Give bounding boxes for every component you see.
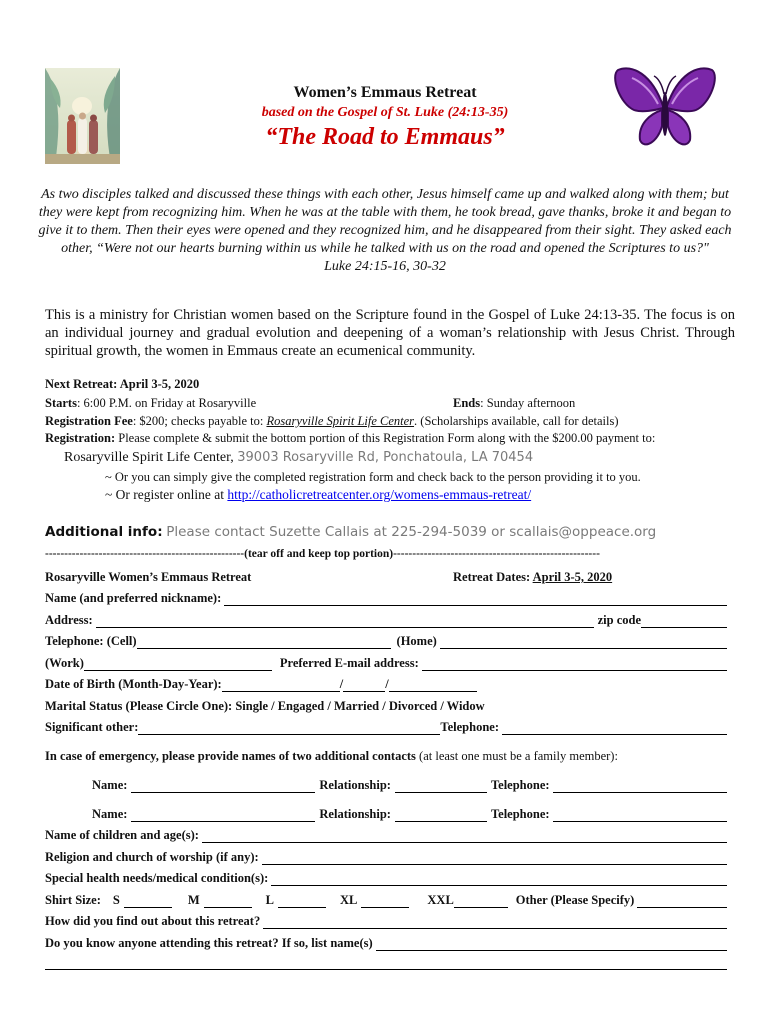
fee-line: [45, 414, 735, 429]
size-l-label: L: [265, 893, 275, 907]
emergency-rest: (at least one must be a family member):: [415, 749, 618, 763]
contact2-tel-input[interactable]: [553, 809, 727, 822]
children-input[interactable]: [202, 830, 727, 843]
name-label: Name (and preferred nickname):: [45, 591, 222, 605]
know-label: Do you know anyone attending this retreat? If so, list name(s): [45, 936, 373, 950]
address-input[interactable]: [96, 615, 594, 628]
scripture-quote: [30, 186, 740, 276]
contact1-tel-input[interactable]: [553, 780, 727, 793]
retreat-title: Women’s Emmaus Retreat: [293, 84, 477, 101]
found-input[interactable]: [263, 916, 727, 929]
marital-status[interactable]: Marital Status (Please Circle One): Single / Engaged / Married / Divorced / Widow: [45, 699, 485, 713]
form-heading: Rosaryville Women’s Emmaus Retreat: [45, 570, 252, 584]
cell-input[interactable]: [137, 636, 391, 649]
know-continuation-input[interactable]: [45, 969, 727, 970]
quote-text: As two disciples talked and discussed these things with each other, Jesus himself came up and walked along with them; but they were kept from recognizing him. When he was at the table with them, he took bread, gave thanks, broke it and began to give it to them. Then their eyes were opened and they recognized him, and he disappeared from their sight. They asked each other, “Were not our hearts burning within us while he talked with us on the road and opened the Scriptures to us?": [38, 187, 732, 256]
sig-other-input[interactable]: [138, 722, 440, 735]
additional-info: [45, 524, 735, 541]
name-row: [45, 591, 727, 606]
religion-label: Religion and church of worship (if any):: [45, 850, 259, 864]
option-online-prefix: ~ Or register online at: [105, 487, 228, 502]
contact1-tel-label: Telephone:: [490, 778, 550, 792]
contact2-rel-label: Relationship:: [319, 807, 391, 821]
contact1-rel-input[interactable]: [395, 780, 487, 793]
health-row: [45, 871, 727, 886]
registration-line: [45, 431, 735, 446]
know-input[interactable]: [376, 938, 727, 951]
sig-other-label: Significant other:: [45, 720, 139, 734]
address-label: Address:: [45, 613, 93, 627]
name-input[interactable]: [224, 593, 727, 606]
home-label: (Home): [396, 634, 437, 648]
children-label: Name of children and age(s):: [45, 828, 199, 842]
dob-row: [45, 677, 727, 692]
work-email-row: [45, 656, 727, 671]
size-m-input[interactable]: [204, 895, 252, 908]
address-row: [45, 613, 727, 628]
contact2-rel-input[interactable]: [395, 809, 487, 822]
found-label: How did you find out about this retreat?: [45, 914, 261, 928]
shirt-size-row: [45, 893, 727, 908]
emergency-instructions: [45, 749, 735, 764]
retreat-dates: [453, 570, 612, 585]
dob-sep-1: /: [339, 677, 344, 691]
additional-label: Additional info:: [45, 524, 163, 540]
dob-month-input[interactable]: [222, 679, 340, 692]
registration-label: Registration:: [45, 431, 116, 445]
fee-payee: Rosaryville Spirit Life Center: [266, 414, 415, 428]
size-other-input[interactable]: [637, 895, 727, 908]
dob-sep-2: /: [385, 677, 389, 691]
ends-group: [453, 396, 575, 411]
telephone-row: [45, 634, 727, 649]
size-s-input[interactable]: [124, 895, 172, 908]
emergency-bold: In case of emergency, please provide names of two additional contacts: [45, 749, 416, 763]
zip-input[interactable]: [641, 615, 727, 628]
home-input[interactable]: [440, 636, 727, 649]
email-label: Preferred E-mail address:: [279, 656, 419, 670]
contact1-name-label: Name:: [92, 778, 128, 792]
center-address-line: [64, 450, 754, 466]
fee-value-a: : $200; checks payable to:: [132, 414, 267, 428]
ends-value: : Sunday afternoon: [480, 396, 576, 410]
size-xl-label: XL: [340, 893, 358, 907]
fee-value-b: . (Scholarships available, call for details): [414, 414, 619, 428]
starts-line: [45, 396, 735, 411]
contact1-rel-label: Relationship:: [319, 778, 391, 792]
size-m-label: M: [187, 893, 200, 907]
know-row: [45, 936, 727, 951]
dob-label: Date of Birth (Month-Day-Year):: [45, 677, 222, 691]
health-label: Special health needs/medical condition(s):: [45, 871, 269, 885]
retreat-dates-value: April 3-5, 2020: [532, 570, 613, 584]
quote-citation: Luke 24:15-16, 30-32: [324, 259, 446, 274]
contact-row-2: [92, 807, 727, 822]
registration-link[interactable]: http://catholicretreatcenter.org/womens-emmaus-retreat/: [227, 487, 532, 502]
contact2-name-input[interactable]: [131, 809, 315, 822]
retreat-subtitle: based on the Gospel of St. Luke (24:13-35): [261, 105, 509, 120]
contact2-tel-label: Telephone:: [490, 807, 550, 821]
dob-year-input[interactable]: [389, 679, 477, 692]
significant-other-row: [45, 720, 727, 735]
size-s-label: S: [112, 893, 120, 907]
size-xxl-label: XXL: [427, 893, 454, 907]
ends-label: Ends: [453, 396, 481, 410]
work-input[interactable]: [84, 658, 272, 671]
starts-value: : 6:00 P.M. on Friday at Rosaryville: [76, 396, 257, 410]
shirt-label: Shirt Size:: [45, 893, 101, 907]
registration-value: Please complete & submit the bottom portion of this Registration Form along with the $200.00 payment to:: [115, 431, 656, 445]
contact2-name-label: Name:: [92, 807, 128, 821]
tear-off-divider: ----------------------------------------------------(tear off and keep top portion)------------------------------------------------------: [45, 548, 600, 560]
religion-row: [45, 850, 727, 865]
retreat-theme: “The Road to Emmaus”: [265, 124, 505, 150]
retreat-dates-label: Retreat Dates:: [453, 570, 533, 584]
next-retreat: Next Retreat: April 3-5, 2020: [45, 377, 200, 391]
zip-label: zip code: [597, 613, 641, 627]
religion-input[interactable]: [262, 852, 727, 865]
size-other-label: Other (Please Specify): [515, 893, 635, 907]
additional-text: Please contact Suzette Callais at 225-294-5039 or scallais@oppeace.org: [166, 524, 657, 540]
cell-label: Telephone: (Cell): [45, 634, 137, 648]
size-l-input[interactable]: [278, 895, 326, 908]
sig-tel-input[interactable]: [502, 722, 727, 735]
center-name: Rosaryville Spirit Life Center,: [64, 450, 234, 465]
health-input[interactable]: [271, 873, 727, 886]
email-input[interactable]: [422, 658, 727, 671]
contact-row-1: [92, 778, 727, 793]
work-label: (Work): [45, 656, 84, 670]
size-xxl-input[interactable]: [454, 895, 508, 908]
center-address: 39003 Rosaryville Rd, Ponchatoula, LA 70454: [237, 450, 534, 465]
starts-label: Starts: [45, 396, 77, 410]
found-row: [45, 914, 727, 929]
option-online: [105, 487, 770, 503]
children-row: [45, 828, 727, 843]
dob-day-input[interactable]: [343, 679, 385, 692]
size-xl-input[interactable]: [361, 895, 409, 908]
option-hand-deliver: ~ Or you can simply give the completed registration form and check back to the person providing it to you.: [105, 470, 641, 484]
marital-row: [45, 699, 727, 714]
ministry-description: This is a ministry for Christian women based on the Scripture found in the Gospel of Luke 24:13-35. The focus is on an individual journey and gradual evolution and deepening of a woman’s relationship with Jesus Christ. Through spiritual growth, the women in Emmaus create an ecumenical community.: [45, 307, 735, 359]
contact1-name-input[interactable]: [131, 780, 315, 793]
sig-tel-label: Telephone:: [440, 720, 499, 734]
fee-label: Registration Fee: [45, 414, 133, 428]
